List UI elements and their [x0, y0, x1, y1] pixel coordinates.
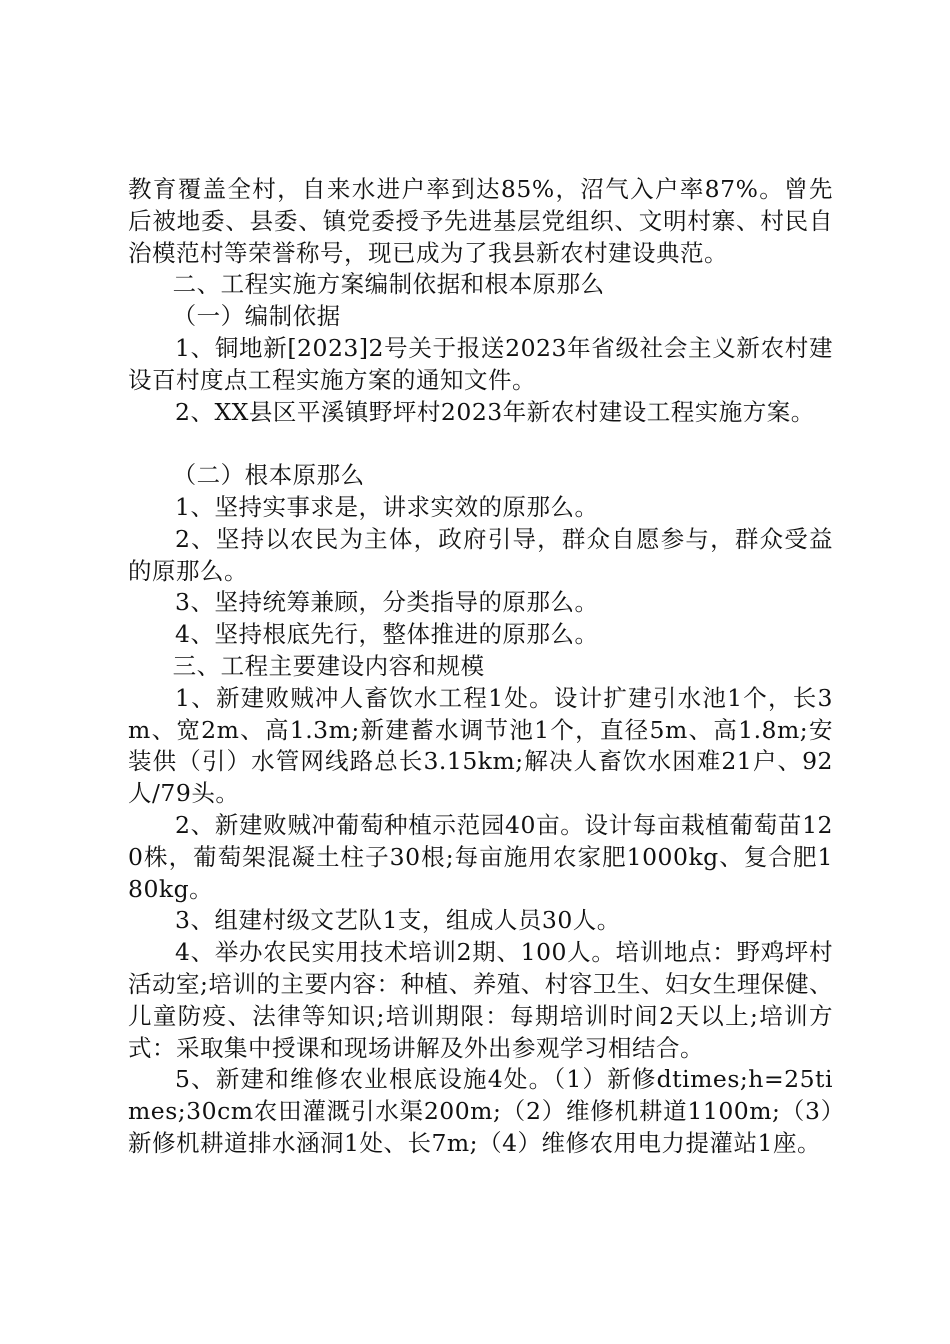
- principle-item-3: 3、坚持统筹兼顾，分类指导的原那么。: [175, 588, 599, 617]
- basis-item-1: 1、铜地新[2023]2号关于报送2023年省级社会主义新农村建设百村度点工程实施方案的通知文件。: [128, 333, 833, 394]
- content-item-4: 4、举办农民实用技术培训2期、100人。培训地点：野鸡坪村活动室;培训的主要内容：种植、养殖、村容卫生、妇女生理保健、儿童防疫、法律等知识;培训期限：每期培训时间2天以上;培训方式：采取集中授课和现场讲解及外出参观学习相结合。: [128, 938, 833, 1062]
- principle-item-4: 4、坚持根底先行，整体推进的原那么。: [175, 620, 599, 649]
- content-item-2: 2、新建败贼冲葡萄种植示范园40亩。设计每亩栽植葡萄苗120株，葡萄架混凝土柱子30根;每亩施用农家肥1000kg、复合肥180kg。: [128, 810, 833, 903]
- content-item-3: 3、组建村级文艺队1支，组成人员30人。: [175, 906, 621, 935]
- principle-item-1: 1、坚持实事求是，讲求实效的原那么。: [175, 492, 599, 521]
- paragraph-intro-continuation: 教育覆盖全村，自来水进户率到达85%，沼气入户率87%。曾先后被地委、县委、镇党委授予先进基层党组织、文明村寨、村民自治模范村等荣誉称号，现已成为了我县新农村建设典范。: [128, 175, 833, 267]
- subsection-heading-principles: （二）根本原那么: [172, 461, 365, 490]
- principle-item-2: 2、坚持以农民为主体，政府引导，群众自愿参与，群众受益的原那么。: [128, 524, 833, 585]
- basis-item-2: 2、XX县区平溪镇野坪村2023年新农村建设工程实施方案。: [175, 397, 815, 426]
- document-body: [128, 174, 833, 1160]
- subsection-heading-basis: （一）编制依据: [172, 302, 341, 331]
- section-heading-2: 二、工程实施方案编制依据和根本原那么: [172, 270, 605, 299]
- content-item-5: 5、新建和维修农业根底设施4处。（1）新修dtimes;h=25times;30cm农田灌溉引水渠200m;（2）维修机耕道1100m;（3）新修机耕道排水涵洞1处、长7m;（4）维修农用电力提灌站1座。: [128, 1065, 833, 1157]
- content-item-1: 1、新建败贼冲人畜饮水工程1处。设计扩建引水池1个，长3m、宽2m、高1.3m;新建蓄水调节池1个，直径5m、高1.8m;安装供（引）水管网线路总长3.15km;解决人畜饮水困难21户、92人/79头。: [128, 683, 833, 808]
- section-heading-3: 三、工程主要建设内容和规模: [172, 651, 485, 680]
